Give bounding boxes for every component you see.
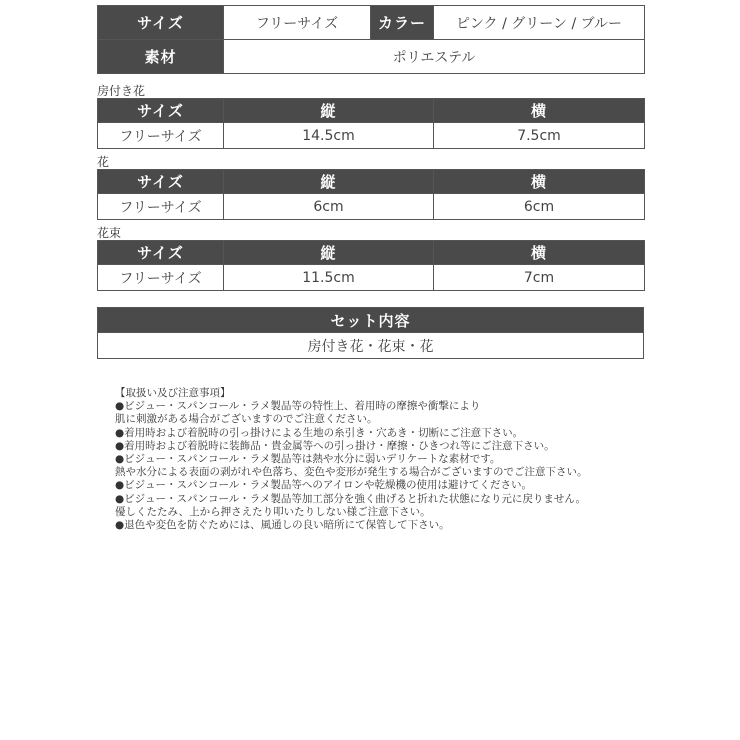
size-table — [97, 98, 645, 149]
size-table-caption: 花 — [97, 155, 110, 169]
size-value: フリーサイズ — [224, 6, 371, 40]
size-label: サイズ — [98, 6, 224, 40]
care-notes-title: 【取扱い及び注意事項】 — [115, 387, 231, 399]
size-table-caption: 房付き花 — [97, 84, 146, 98]
cell-height: 6cm — [224, 194, 434, 220]
care-notes — [115, 387, 635, 532]
cell-width: 6cm — [434, 194, 645, 220]
header-width: 横 — [434, 99, 645, 123]
cell-size: フリーサイズ — [98, 265, 224, 291]
size-table-caption: 花束 — [97, 226, 122, 240]
care-note-line: ●ビジュー・スパンコール・ラメ製品等は熱や水分に弱いデリケートな素材です。 — [115, 453, 501, 466]
header-width: 横 — [434, 241, 645, 265]
material-value: ポリエステル — [224, 40, 645, 74]
cell-width: 7cm — [434, 265, 645, 291]
cell-size: フリーサイズ — [98, 123, 224, 149]
header-width: 横 — [434, 170, 645, 194]
header-height: 縦 — [224, 241, 434, 265]
header-height: 縦 — [224, 170, 434, 194]
care-note-line: ●ビジュー・スパンコール・ラメ製品等加工部分を強く曲げると折れた状態になり元に戻りません。 — [115, 492, 587, 505]
color-value: ピンク / グリーン / ブルー — [434, 6, 645, 40]
header-height: 縦 — [224, 99, 434, 123]
set-contents-value: 房付き花・花束・花 — [98, 333, 644, 359]
care-note-line: ●ビジュー・スパンコール・ラメ製品等へのアイロンや乾燥機の使用は避けてください。 — [115, 479, 532, 492]
care-note-line: 優しくたたみ、上から押さえたり叩いたりしない様ご注意下さい。 — [115, 505, 431, 518]
cell-width: 7.5cm — [434, 123, 645, 149]
cell-height: 11.5cm — [224, 265, 434, 291]
care-note-line: ●着用時および着脱時の引っ掛けによる生地の糸引き・穴あき・切断にご注意下さい。 — [115, 426, 524, 439]
color-label: カラー — [371, 6, 434, 40]
set-contents-table — [97, 307, 644, 359]
care-note-line: 肌に刺激がある場合がございますのでご注意ください。 — [115, 413, 378, 426]
care-note-line: ●着用時および着脱時に装飾品・貴金属等への引っ掛け・摩擦・ひきつれ等にご注意下さい。 — [115, 439, 555, 452]
care-note-line: ●退色や変色を防ぐためには、風通しの良い暗所にて保管して下さい。 — [115, 519, 450, 532]
care-note-line: 熱や水分による表面の剥がれや色落ち、変色や変形が発生する場合がございますのでご注意下さい。 — [115, 466, 588, 479]
care-note-line: ●ビジュー・スパンコール・ラメ製品等の特性上、着用時の摩擦や衝撃により — [115, 400, 481, 413]
size-table — [97, 169, 645, 220]
header-size: サイズ — [98, 99, 224, 123]
size-table — [97, 240, 645, 291]
cell-height: 14.5cm — [224, 123, 434, 149]
material-label: 素材 — [98, 40, 224, 74]
spec-table — [97, 5, 645, 74]
cell-size: フリーサイズ — [98, 194, 224, 220]
product-spec-section — [97, 5, 644, 359]
set-contents-header: セット内容 — [98, 308, 644, 333]
header-size: サイズ — [98, 170, 224, 194]
header-size: サイズ — [98, 241, 224, 265]
